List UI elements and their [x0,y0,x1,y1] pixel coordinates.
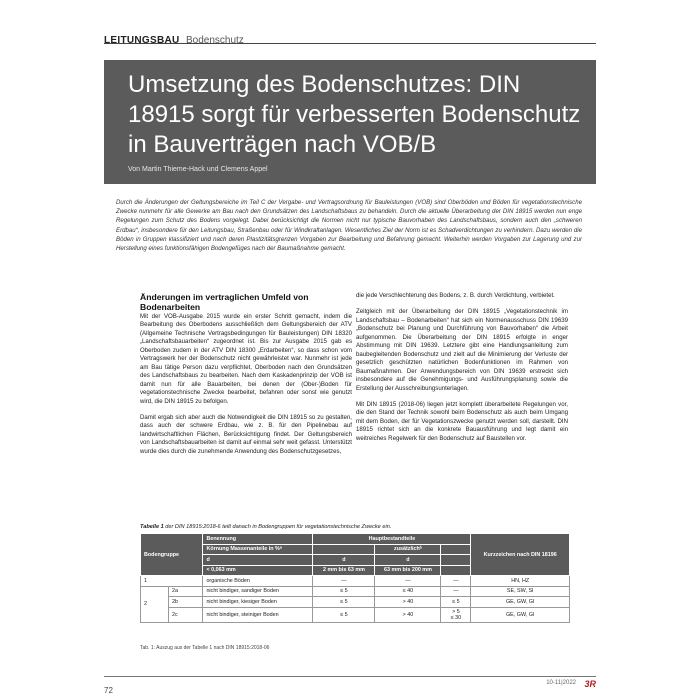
title-banner [104,60,596,184]
header-range: 2 mm bis 63 mm [313,565,375,576]
table-caption [140,524,391,530]
table-row [141,576,570,587]
header-d: d [203,555,313,566]
cell-subgroup: 2c [169,607,203,622]
cell-value: ≤ 5 [313,586,375,597]
cell-value: ≤ 5 [313,607,375,622]
header-empty [313,544,375,555]
cell-value: > 5 ≤ 30 [441,607,471,622]
paragraph: Mit DIN 18915 (2018-06) liegen jetzt komplett überarbeitete Regelungen vor, die den Stand der Technik sowohl beim Bodenschutz als auch beim Umgang mit dem Boden, der für Vegetationszwecke genutzt werden soll, darstellt. DIN 18915 richtet sich an die konkrete Bauausführung und legt damit ein weitreiches Regelwerk für den Bodenschutz auf Baustellen vor. [356,400,568,442]
table-caption-text: der DIN 18915:2018-6 teilt danach in Bodengruppen für vegetationstechnische Zwecke ein. [165,524,392,530]
cell-code: HN, HZ [471,576,570,587]
cell-value: — [441,586,471,597]
article-title: Umsetzung des Bodenschutzes: DIN 18915 sorgt für verbesserten Bodenschutz in Bauverträgen nach VOB/B [128,71,581,158]
header-d: d [375,555,441,566]
cell-name: nicht bindiger, steiniger Boden [203,607,313,622]
header-bodengruppe: Bodengruppe [141,534,203,576]
header-benennung: Benennung [203,534,313,545]
cell-code: GE, GW, GI [471,607,570,622]
table-footnote: Tab. 1: Auszug aus der Tabelle 1 nach DIN 18915:2018-06 [140,645,270,651]
article-column-left [140,292,352,464]
header-empty [441,555,471,566]
header-empty [441,544,471,555]
table-row [141,586,570,597]
header-d: d [313,555,375,566]
issue-label: 10-11|2022 [546,680,576,686]
header-kurzzeichen: Kurzzeichen nach DIN 18196 [471,534,570,576]
cell-value: ≤ 5 [441,597,471,608]
article-authors: Von Martin Thieme-Hack und Clemens Appel [128,166,268,173]
cell-subgroup: 2b [169,597,203,608]
header-range: < 0,063 mm [203,565,313,576]
cell-group: 1 [141,576,203,587]
cell-name: nicht bindiger, sandiger Boden [203,586,313,597]
cell-value: > 40 [375,607,441,622]
cell-value: ≤ 40 [375,586,441,597]
cell-value: — [375,576,441,587]
article-lead: Durch die Änderungen der Geltungsbereiche im Teil C der Vergabe- und Vertragsordnung für Bauleistungen (VOB) sind Oberböden und Böden für vegetationstechnische Zwecke nunmehr für alle Gewerke am Bau nach den Grundsätzen des Landschaftsbaus zu behandeln. Durch die aktuelle Überarbeitung der DIN 18915 werden nun enge Regelungen zum Schutz des Bodens vorgelegt. Dabei berücksichtigt die Normen nicht nur typische Bauvorhaben des Landschaftsbaus, sondern auch den „schweren Erdbau“, insbesondere für den Leitungsbau, Straßenbau oder für Windkraftanlagen. Wesentliches Ziel der Norm ist es Schadverdichtungen zu verhindern. Dazu werden die Böden in Gruppen klassifiziert und nach deren Plastizitätsgrenzen Vorgaben zur Bearbeitung und Befahrung gemacht. Weiterhin werden Vorgaben zur Lagerung und zur Herstellung eines funktionsfähigen Bodengefüges nach der Baumaßnahme gemacht. [116,199,582,253]
cell-value: — [313,576,375,587]
table-row [141,607,570,622]
header-koernung: Körnung Massenanteile in %ᵃ [203,544,313,555]
cell-name: nicht bindiger, kiesiger Boden [203,597,313,608]
table-row [141,597,570,608]
cell-code: GE, GW, GI [471,597,570,608]
cell-subgroup: 2a [169,586,203,597]
table-caption-label: Tabelle 1 [140,524,164,530]
paragraph: Mit der VOB-Ausgabe 2015 wurde ein erster Schritt gemacht, indem die Bearbeitung des Oberbodens ausschließlich dem Geltungsbereich der ATV (Allgemeine Technische Vertragsbedingungen für Bauleistungen) DIN 18320 „Landschaftsbauarbeiten“ zugeordnet ist. Bis zur Ausgabe 2015 gab es Oberboden zudem in der ATV DIN 18300 „Erdarbeiten“, so dass schon vom Vertragswerk her der Bodenschutz nicht gewährleistet war. Nunmehr ist jede am Bau tätige Person dazu verpflichtet, Oberboden nach den Grundsätzen des Landschaftsbaus zu bearbeiten. Nach dem Kaskadenprinzip der VOB ist damit nun für alle Bauarbeiten, bei denen der (Ober-)Boden für vegetationstechnische Zwecke bearbeitet, befahren oder sonst wie genutzt wird, die DIN 18915 zu befolgen. [140,313,352,405]
cell-value: ≤ 5 [313,597,375,608]
cell-value: — [441,576,471,587]
paragraph: die jede Verschlechterung des Bodens, z. B. durch Verdichtung, verbietet. [356,292,555,299]
page-number: 72 [104,686,113,695]
paragraph: Damit ergab sich aber auch die Notwendigkeit die DIN 18915 so zu gestalten, dass auch der schwere Erdbau, wie z. B. für den Pipelinebau auf landwirtschaftlichen Flächen, Berücksichtigung findet. Der Geltungsbereich von Landschaftsbauarbeiten ist damit auf einmal sehr weit gefasst. Unterstützt wurde dies durch die zunehmende Anwendung des Bodenschutzgesetzes, [140,413,352,455]
header-zusaetzlich: zusätzlichᵇ [375,544,441,555]
cell-value: > 40 [375,597,441,608]
header-range: 63 mm bis 200 mm [375,565,441,576]
section-heading: Änderungen im vertraglichen Umfeld von Bodenarbeiten [140,292,309,312]
cell-name: organische Böden [203,576,313,587]
page-footer [104,676,596,695]
article-column-right [356,292,568,451]
section-label: LEITUNGSBAU [104,35,180,46]
cell-code: SE, SW, SI [471,586,570,597]
publisher-logo: 3R [584,679,596,689]
soil-group-table [140,533,570,623]
header-hauptbestandteile: Hauptbestandteile [313,534,471,545]
section-header [104,30,596,44]
header-empty [441,565,471,576]
paragraph: Zeitgleich mit der Überarbeitung der DIN 18915 „Vegetationstechnik im Landschaftsbau – Bodenarbeiten“ hat sich ein Normenausschuss DIN 19639 „Bodenschutz bei Planung und Durchführung von Bauvorhaben“ die Arbeit aufgenommen. Die Überarbeitung der DIN 18915 erfolgte in enger Abstimmung mit DIN 19639. Letztere gibt eine Handlungsanleitung zum baubegleitenden Bodenschutz und zielt auf die Minimierung der Verluste der gesetzlich geschützten natürlichen Bodenfunktionen im Rahmen von Baumaßnahmen. Der Anwendungsbereich von DIN 19639 erstreckt sich insbesondere auf die Genehmigungs- und Ausführungsplanung sowie die Erstellung der Ausschreibungsunterlagen. [356,308,568,392]
subsection-label: Bodenschutz [185,35,244,46]
cell-group: 2 [141,586,169,622]
